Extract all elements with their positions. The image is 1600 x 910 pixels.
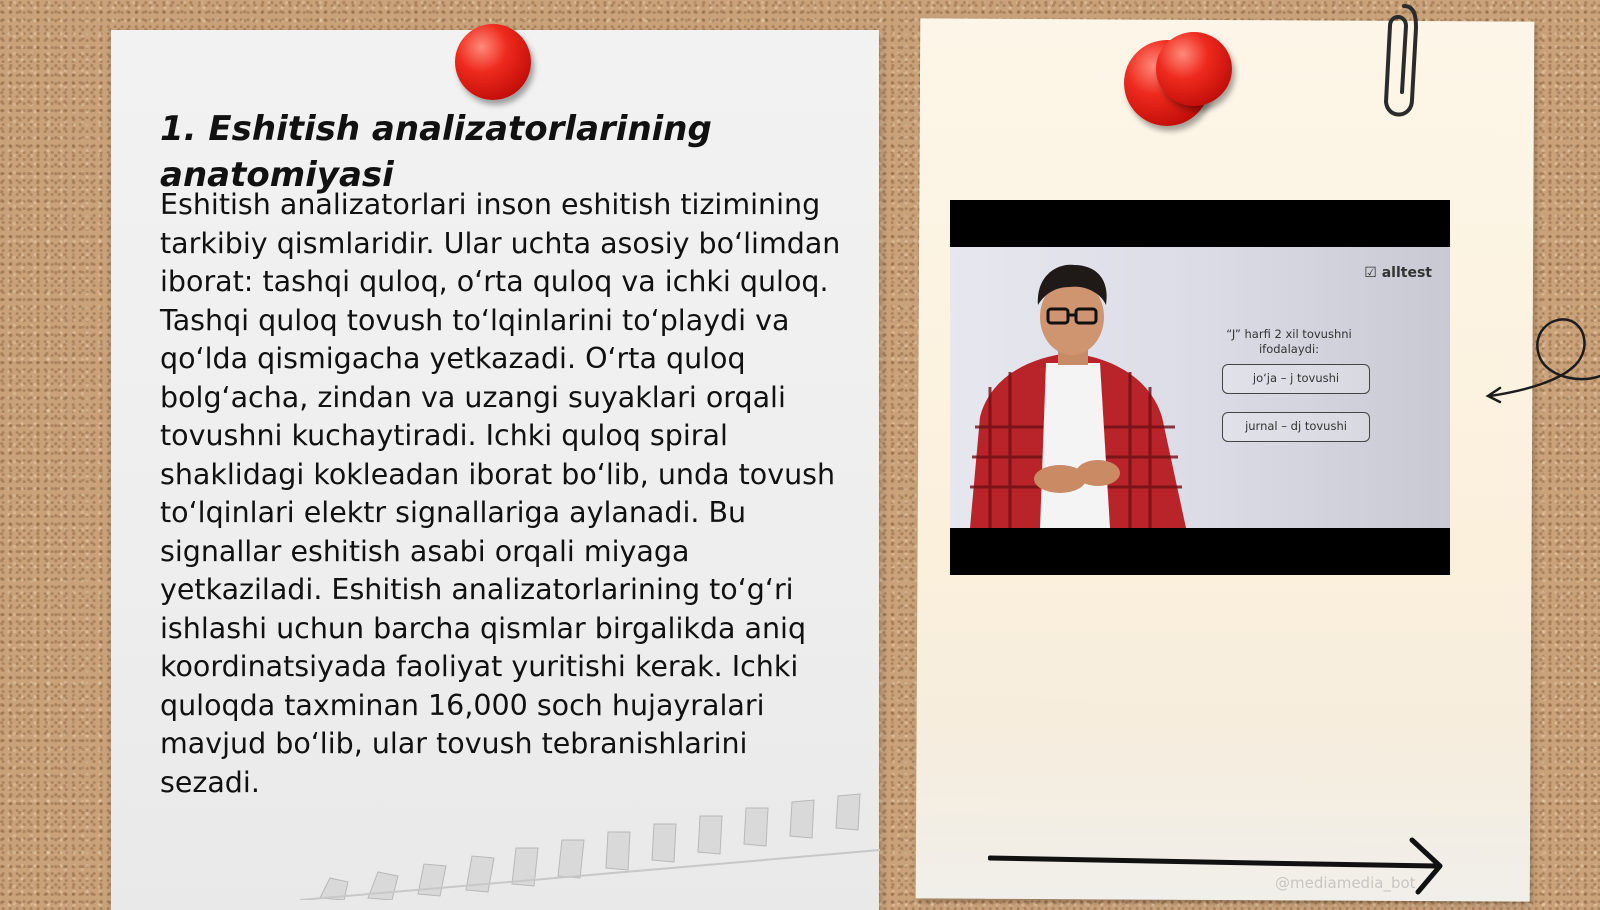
video-question-text: “J” harfi 2 xil tovushni ifodalaydi: <box>1226 327 1352 356</box>
presenter-figure <box>950 247 1210 528</box>
brand-logo: ☑ alltest <box>1364 265 1432 281</box>
brand-name: alltest <box>1381 265 1432 281</box>
slide-title: 1. Eshitish analizatorlarining anatomiyasi <box>160 109 712 195</box>
paperclip-icon <box>1372 0 1422 124</box>
video-frame <box>950 247 1450 528</box>
video-player[interactable] <box>950 200 1450 575</box>
video-option-1: jo‘ja – j tovushi <box>1222 364 1370 394</box>
slide-body-text: Eshitish analizatorlari inson eshitish tizimining tarkibiy qismlaridir. Ular uchta asosiy bo‘limdan iborat: tashqi quloq, o‘rta quloq va ichki quloq. Tashqi quloq tovush to‘lqinlarini to‘playdi va qo‘lda qismigacha yetkazadi. O‘rta quloq bolg‘acha, zindan va uzangi suyaklari orqali tovushni kuchaytiradi. Ichki quloq spiral shaklidagi kokleadan iborat bo‘lib, unda tovush to‘lqinlari elektr signallariga aylanadi. Bu signallar eshitish asabi orqali miyaga yetkaziladi. Eshitish analizatorlarining to‘g‘ri ishlashi uchun barcha qismlar birgalikda aniq koordinatsiyada faoliyat yuritishi kerak. Ichki quloqda taxminan 16,000 soch hujayralari mavjud bo‘lib, ular tovush tebranishlarini sezadi. <box>160 188 841 799</box>
red-pushpin-icon <box>1156 32 1232 106</box>
doodle-loop-arrow-icon <box>1480 310 1600 410</box>
watermark: @mediamedia_bot <box>1275 874 1416 892</box>
red-pushpin-icon <box>455 24 531 100</box>
torn-paper-tabs <box>300 790 880 900</box>
video-option-2: jurnal – dj tovushi <box>1222 412 1370 442</box>
